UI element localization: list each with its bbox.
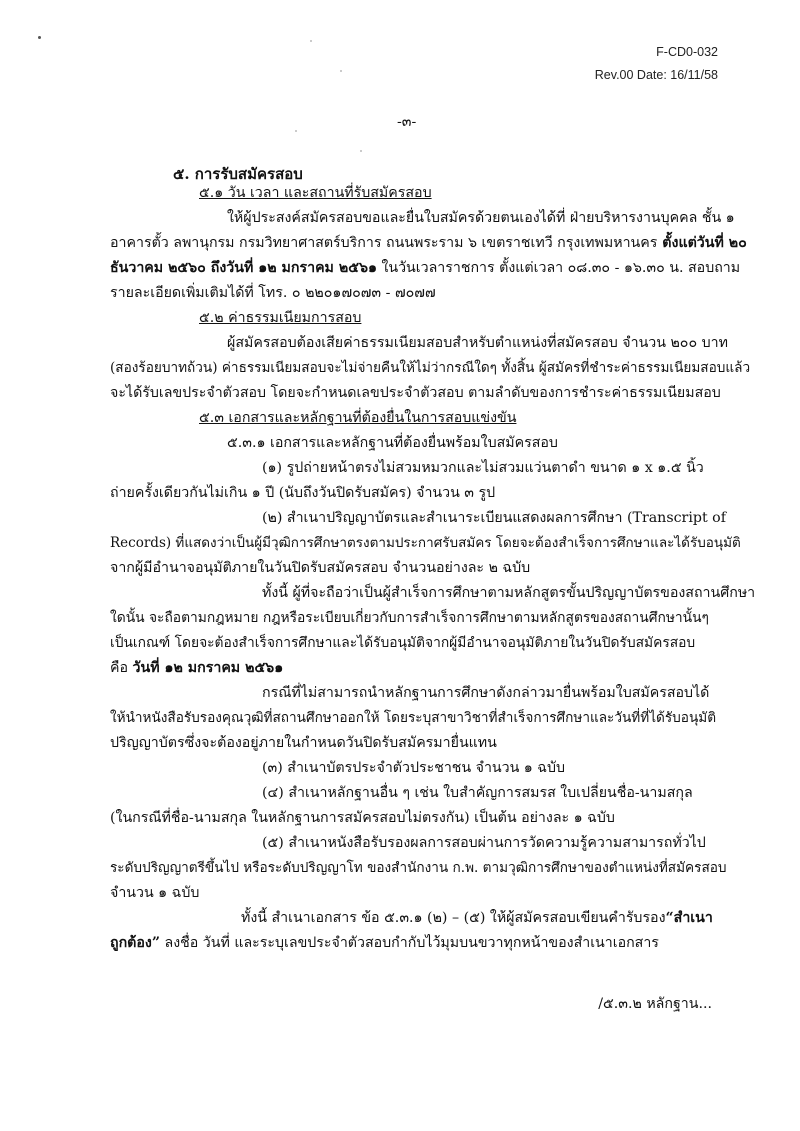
list-item-5-cont: จำนวน ๑ ฉบับ xyxy=(110,885,200,901)
note-paragraph: กรณีที่ไม่สามารถนำหลักฐานการศึกษาดังกล่าวมายื่นพร้อมใบสมัครสอบได้ xyxy=(262,685,710,701)
list-item-5: (๕) สำเนาหนังสือรับรองผลการสอบผ่านการวัดความรู้ความสามารถทั่วไป xyxy=(262,835,706,851)
paragraph-text: อาคารตั้ว ลพานุกรม กรมวิทยาศาสตร์บริการ ถนนพระราม ๖ เขตราชเทวี กรุงเทพมหานคร xyxy=(110,235,658,251)
list-item-1-cont: ถ่ายครั้งเดียวกันไม่เกิน ๑ ปี (นับถึงวันปิดรับสมัคร) จำนวน ๓ รูป xyxy=(110,485,496,501)
list-item-3: (๓) สำเนาบัตรประจำตัวประชาชน จำนวน ๑ ฉบับ xyxy=(262,760,565,776)
note-paragraph xyxy=(241,909,713,927)
form-code: F-CD0-032 xyxy=(656,45,718,59)
list-item-4-cont: (ในกรณีที่ชื่อ-นามสกุล ในหลักฐานการสมัครสอบไม่ตรงกัน) เป็นต้น อย่างละ ๑ ฉบับ xyxy=(110,810,615,826)
paragraph-line: ให้ผู้ประสงค์สมัครสอบขอและยื่นใบสมัครด้วยตนเองได้ที่ ฝ่ายบริหารงานบุคคล ชั้น ๑ xyxy=(227,210,735,226)
emphasis-date: ตั้งแต่วันที่ ๒๐ xyxy=(657,235,747,251)
note-paragraph: ให้นำหนังสือรับรองคุณวุฒิที่สถานศึกษาออกให้ โดยระบุสาขาวิชาที่สำเร็จการศึกษาและวันที่ที่ได้รับอนุมัติ xyxy=(110,710,717,726)
note-paragraph: ปริญญาบัตรซึ่งจะต้องอยู่ภายในกำหนดวันปิดรับสมัครมายื่นแทน xyxy=(110,735,497,751)
subsection-heading-5-2: ๕.๒ ค่าธรรมเนียมการสอบ xyxy=(199,310,362,326)
note-paragraph: ทั้งนี้ ผู้ที่จะถือว่าเป็นผู้สำเร็จการศึกษาตามหลักสูตรขั้นปริญญาบัตรของสถานศึกษา xyxy=(262,585,756,601)
revision-date: Rev.00 Date: 16/11/58 xyxy=(594,68,718,82)
paragraph-text: ทั้งนี้ สำเนาเอกสาร ข้อ ๕.๓.๑ (๒) – (๕) ให้ผู้สมัครสอบเขียนคำรับรอง xyxy=(241,910,666,926)
note-paragraph xyxy=(110,934,659,952)
emphasis-text: ถูกต้อง” xyxy=(110,935,161,951)
section-title: ๕. การรับสมัครสอบ xyxy=(173,165,303,183)
paragraph-text: คือ xyxy=(110,660,133,676)
continuation-marker: /๕.๓.๒ หลักฐาน... xyxy=(598,996,712,1012)
note-paragraph xyxy=(110,659,283,677)
page-number: -๓- xyxy=(397,114,417,130)
paragraph-text: ในวันเวลาราชการ ตั้งแต่เวลา ๐๘.๓๐ - ๑๖.๓๐ น. สอบถาม xyxy=(376,260,741,276)
paragraph-text: ลงชื่อ วันที่ และระบุเลขประจำตัวสอบกำกับไว้มุมบนขวาทุกหน้าของสำเนาเอกสาร xyxy=(160,935,659,951)
paragraph-line: (สองร้อยบาทถ้วน) ค่าธรรมเนียมสอบจะไม่จ่ายคืนให้ไม่ว่ากรณีใดๆ ทั้งสิ้น ผู้สมัครที่ชำระค่าธรรมเนียมสอบแล้ว xyxy=(110,360,751,376)
emphasis-date: วันที่ ๑๒ มกราคม ๒๕๖๑ xyxy=(132,660,284,676)
list-item-4: (๔) สำเนาหลักฐานอื่น ๆ เช่น ใบสำคัญการสมรส ใบเปลี่ยนชื่อ-นามสกุล xyxy=(262,785,693,801)
emphasis-text: “สำเนา xyxy=(665,910,713,926)
scan-speck xyxy=(38,36,41,39)
subsection-heading-5-3: ๕.๓ เอกสารและหลักฐานที่ต้องยื่นในการสอบแข่งขัน xyxy=(199,410,517,426)
emphasis-date: ธันวาคม ๒๕๖๐ ถึงวันที่ ๑๒ มกราคม ๒๕๖๑ xyxy=(110,260,377,276)
list-item-2: (๒) สำเนาปริญญาบัตรและสำเนาระเบียนแสดงผลการศึกษา (Transcript of xyxy=(262,510,726,526)
subsection-heading-5-3-1: ๕.๓.๑ เอกสารและหลักฐานที่ต้องยื่นพร้อมใบสมัครสอบ xyxy=(227,435,558,451)
scan-speck xyxy=(295,130,297,132)
paragraph-line: จะได้รับเลขประจำตัวสอบ โดยจะกำหนดเลขประจำตัวสอบ ตามลำดับของการชำระค่าธรรมเนียมสอบ xyxy=(110,385,721,401)
list-item-2-cont: Records) ที่แสดงว่าเป็นผู้มีวุฒิการศึกษาตรงตามประกาศรับสมัคร โดยจะต้องสำเร็จการศึกษาและได้รับอนุมัติ xyxy=(110,535,741,551)
paragraph-line xyxy=(110,234,747,252)
list-item-1: (๑) รูปถ่ายหน้าตรงไม่สวมหมวกและไม่สวมแว่นตาดำ ขนาด ๑ x ๑.๕ นิ้ว xyxy=(262,460,704,476)
paragraph-line xyxy=(110,259,740,277)
list-item-2-cont: จากผู้มีอำนาจอนุมัติภายในวันปิดรับสมัครสอบ จำนวนอย่างละ ๒ ฉบับ xyxy=(110,560,531,576)
scan-speck xyxy=(310,40,312,42)
note-paragraph: เป็นเกณฑ์ โดยจะต้องสำเร็จการศึกษาและได้รับอนุมัติจากผู้มีอำนาจอนุมัติภายในวันปิดรับสมัครสอบ xyxy=(110,635,696,651)
paragraph-line: รายละเอียดเพิ่มเติมได้ที่ โทร. ๐ ๒๒๐๑๗๐๗๓ - ๗๐๗๗ xyxy=(110,285,436,301)
scan-speck xyxy=(360,150,362,152)
scan-speck xyxy=(340,70,342,72)
paragraph-line: ผู้สมัครสอบต้องเสียค่าธรรมเนียมสอบสำหรับตำแหน่งที่สมัครสอบ จำนวน ๒๐๐ บาท xyxy=(227,335,728,351)
list-item-5-cont: ระดับปริญญาตรีขึ้นไป หรือระดับปริญญาโท ของสำนักงาน ก.พ. ตามวุฒิการศึกษาของตำแหน่งที่สมัครสอบ xyxy=(110,860,727,876)
subsection-heading-5-1: ๕.๑ วัน เวลา และสถานที่รับสมัครสอบ xyxy=(199,185,432,201)
note-paragraph: ใดนั้น จะถือตามกฎหมาย กฎหรือระเบียบเกี่ยวกับการสำเร็จการศึกษาตามหลักสูตรของสถานศึกษานั้นๆ xyxy=(110,610,709,626)
